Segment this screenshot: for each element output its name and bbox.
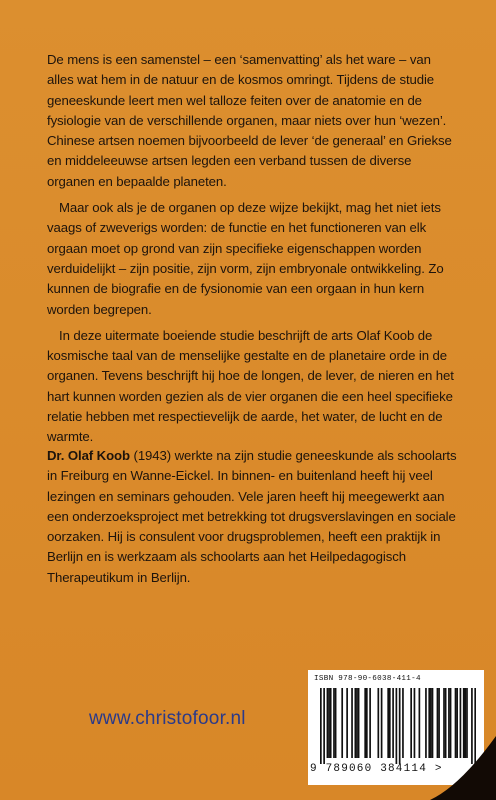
barcode-bar	[402, 688, 404, 758]
barcode-bar	[341, 688, 343, 758]
barcode-bar	[364, 688, 366, 758]
barcode-bar	[414, 688, 416, 758]
isbn-label: ISBN 978-90-6038-411-4	[314, 675, 421, 683]
barcode-bar	[396, 688, 398, 764]
barcode-bar	[328, 688, 330, 758]
barcode-bar	[356, 688, 358, 758]
barcode-bar	[351, 688, 353, 758]
author-bio-text: (1943) werkte na zijn studie geneeskunde als schoolarts in Freiburg en Wanne-Eickel. In binnen- en buitenland heeft hij veel lezingen en seminars gehouden. Vele jaren heeft hij meegewerkt aan een onderzoeksproject met betrekking tot drugsverslavingen en sociale oorzaken. Hij is consulent voor drugsproblemen, heeft een praktijk in Berlijn en is werkzaam als schoolarts aan het Heilpedagogisch Therapeutikum in Berlijn.	[47, 448, 457, 585]
blurb-paragraph-1: De mens is een samenstel – een ‘samenvatting’ als het ware – van alles wat hem in de natuur en de kosmos omringt. Tijdens de studie geneeskunde leert men wel talloze feiten over de anatomie en de fysiologie van de verschillende organen, maar niets over hun ‘wezen’. Chinese artsen noemen bijvoorbeeld de lever ‘de generaal’ en Griekse en middeleeuwse artsen legden een verband tussen de diverse organen en bepaalde planeten.	[47, 52, 452, 189]
barcode-bar	[323, 688, 325, 764]
barcode-bar	[366, 688, 368, 758]
barcode-bar	[419, 688, 421, 758]
blurb-paragraph-3: In deze uitermate boeiende studie beschrijft de arts Olaf Koob de kosmische taal van de menselijke gestalte en de planetaire orde in de organen. Tevens beschrijft hij hoe de longen, de lever, de nieren en het hart kunnen worden gezien als de vier organen die een heel specifieke relatie hebben met respectievelijk de aarde, het water, de lucht en de warmte.	[47, 327, 454, 445]
barcode-bar	[346, 688, 348, 758]
barcode-bar	[381, 688, 383, 758]
author-bio	[47, 446, 457, 588]
barcode-digits: 9 789060 384114 >	[310, 763, 443, 775]
barcode-bar	[320, 688, 322, 764]
barcode-bar	[358, 688, 360, 758]
barcode-bar	[392, 688, 394, 758]
author-name: Dr. Olaf Koob	[47, 448, 130, 463]
publisher-arrow-icon	[430, 736, 496, 800]
blurb-text	[47, 50, 457, 448]
barcode-bar	[369, 688, 371, 758]
barcode-bar	[387, 688, 389, 758]
barcode-bar	[425, 688, 427, 758]
barcode-bar	[327, 688, 329, 758]
barcode-bar	[333, 688, 335, 758]
barcode-bar	[399, 688, 401, 764]
blurb-paragraph-2: Maar ook als je de organen op deze wijze bekijkt, mag het niet iets vaags of zweverigs worden: de functie en het functioneren van elk orgaan moet op grond van zijn specifieke eigenschappen worden verduidelijkt – zijn positie, zijn vorm, zijn embryonale ontwikkeling. Zo kunnen de biografie en de fysionomie van een orgaan in hun kern worden begrepen.	[47, 200, 444, 317]
publisher-website-link[interactable]: www.christofoor.nl	[89, 708, 246, 729]
barcode-bar	[410, 688, 412, 758]
barcode-bar	[330, 688, 332, 758]
barcode-bar	[354, 688, 356, 758]
barcode-bar	[377, 688, 379, 758]
barcode-bar	[389, 688, 391, 758]
barcode-bar	[335, 688, 337, 758]
